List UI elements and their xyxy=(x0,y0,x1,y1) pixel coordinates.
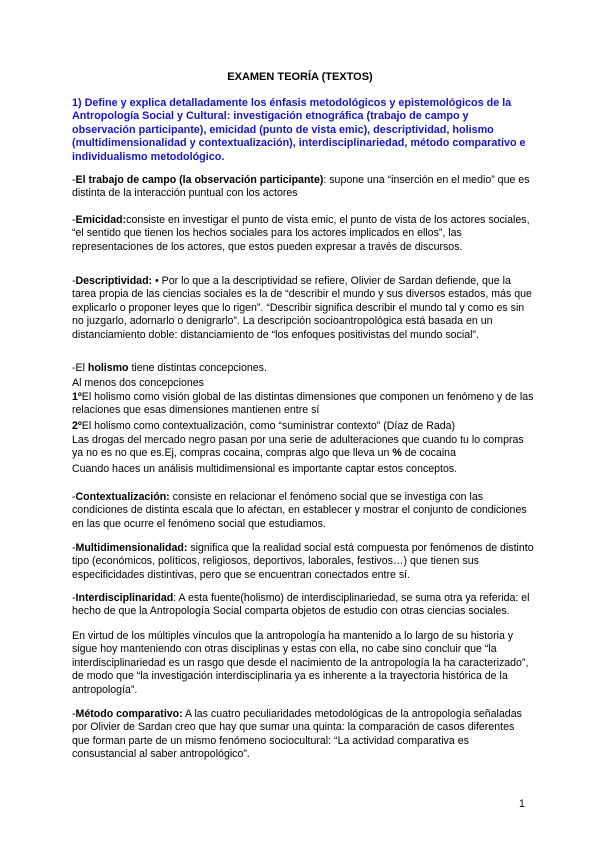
term-multidimensionalidad: Multidimensionalidad: xyxy=(75,542,188,554)
text-metodo-comparativo: A las cuatro peculiaridades metodológicas de la antropología señaladas por Olivier de Sardan creo que hay que sumar una quinta: la comparación de casos diferentes que forman parte de un mismo fenómeno sociocultural: “La actividad comparativa es consustancial al saber antropológico”. xyxy=(72,708,522,761)
term-metodo-comparativo: Método comparativo: xyxy=(75,708,183,720)
text-contextualizacion: consiste en relacionar el fenómeno social que se investiga con las condiciones de distinta escala que lo afectan, en establecer y mostrar el conjunto de condiciones en las que ocurre el fenómeno social que estudiamos. xyxy=(72,491,527,530)
text-trabajo-de-campo: : supone una “inserción en el medio” que es distinta de la interacción puntual con los actores xyxy=(72,174,530,200)
section-contextualizacion xyxy=(72,491,534,531)
num-2: 2º xyxy=(72,420,82,432)
holismo-analisis: Cuando haces un análisis multidimensional es importante captar estos conceptos. xyxy=(72,463,458,475)
section-emicidad xyxy=(72,214,534,254)
section-metodo-comparativo xyxy=(72,708,534,762)
prefix: - xyxy=(72,592,76,604)
section-multidimensionalidad xyxy=(72,542,534,582)
text-drogas-a: Las drogas del mercado negro pasan por una serie de adulteraciones que cuando tu lo compras ya no es no que es.Ej, compras cocaina, compras algo que lleva un xyxy=(72,434,524,460)
text-drogas-b: de cocaina xyxy=(401,447,456,460)
interdisciplinariedad-continuation: En virtud de los múltiples vínculos que la antropología ha mantenido a lo largo de su historia y sigue hoy manteniendo con otras disciplinas y estas con ella, no cabe sino concluir que “la interdisciplinariedad es un rasgo que desde el nacimiento de la antropología la ha caracterizado”, de modo que “la investigación interdisciplinaria ya es inherente a la trayectoria histórica de la antropología”. xyxy=(72,630,529,696)
text-emicidad: consiste en investigar el punto de vista emic, el punto de vista de los actores sociales, “el sentido que tienen los hechos sociales para los actores implicados en ellos”, las representaciones de los actores, que estos pueden expresar a través de discursos. xyxy=(72,214,530,253)
prefix: - xyxy=(72,491,76,503)
prefix: - xyxy=(72,708,76,720)
prefix: - xyxy=(72,542,76,554)
holismo-line2: Al menos dos concepciones xyxy=(72,377,204,389)
term-holismo: holismo xyxy=(87,362,129,374)
prefix: -El xyxy=(72,362,88,374)
text-concepcion-1: El holismo como visión global de las distintas dimensiones que componen un fenómeno y de las relaciones que esas dimensiones mantienen entre sí xyxy=(72,391,534,417)
text-interdisciplinariedad: : A esta fuente(holismo) de interdisciplinariedad, se suma otra ya referida: el hecho de que la Antropología Social comparta objetos de estudio con otras ciencias sociales. xyxy=(72,592,530,618)
term-trabajo-de-campo: El trabajo de campo (la observación participante) xyxy=(75,174,324,186)
text-holismo-intro: tiene distintas concepciones. xyxy=(128,362,267,374)
holismo-drogas xyxy=(72,434,534,461)
holismo-concepcion-2 xyxy=(72,420,534,433)
question-heading: 1) Define y explica detalladamente los énfasis metodológicos y epistemológicos de la Antropología Social y Cultural: investigación etnográfica (trabajo de campo y observación participante), emicidad (punto de vista emic), descriptividad, holismo (multidimensionalidad y contextualización), interdisciplinariedad, método comparativo e individualismo metodológico. xyxy=(72,97,526,163)
term-descriptividad: Descriptividad: xyxy=(75,275,153,287)
prefix: - xyxy=(72,214,76,226)
section-trabajo-de-campo xyxy=(72,174,534,201)
term-contextualizacion: Contextualización: xyxy=(75,491,170,503)
section-descriptividad xyxy=(72,275,534,342)
section-interdisciplinariedad xyxy=(72,592,534,619)
text-descriptividad: • Por lo que a la descriptividad se refiere, Olivier de Sardan defiende, que la tarea propia de las ciencias sociales es la de “describir el mundo y sus diversos estados, más que explicarlo o proponer leyes que lo rigen”. “Describir significa describir el mundo tal y como es sin no juzgarlo, adornarlo o denigrarlo”. La descripción socioantropológica está basada en un distanciamiento doble: distanciamiento de “los enfoques positivistas del mundo social”. xyxy=(72,275,532,341)
document-title: EXAMEN TEORÍA (TEXTOS) xyxy=(227,71,373,83)
holismo-intro xyxy=(72,362,534,375)
holismo-concepcion-1 xyxy=(72,391,534,418)
term-interdisciplinariedad: Interdisciplinaridad xyxy=(75,592,174,604)
term-emicidad: Emicidad: xyxy=(75,214,127,226)
text-multidimensionalidad: significa que la realidad social está compuesta por fenómenos de distinto tipo (económicos, políticos, religiosos, deportivos, laborales, festivos…) que tienen sus especificidades distintivas, pero que se encuentran conectados entre sí. xyxy=(72,542,534,581)
text-concepcion-2: El holismo como contextualización, como “suministrar contexto” (Díaz de Rada) xyxy=(81,420,456,432)
page-number: 1 xyxy=(519,798,525,810)
num-1: 1º xyxy=(72,391,82,403)
prefix: - xyxy=(72,275,76,287)
prefix: - xyxy=(72,174,76,186)
percent-sign: % xyxy=(392,447,402,460)
